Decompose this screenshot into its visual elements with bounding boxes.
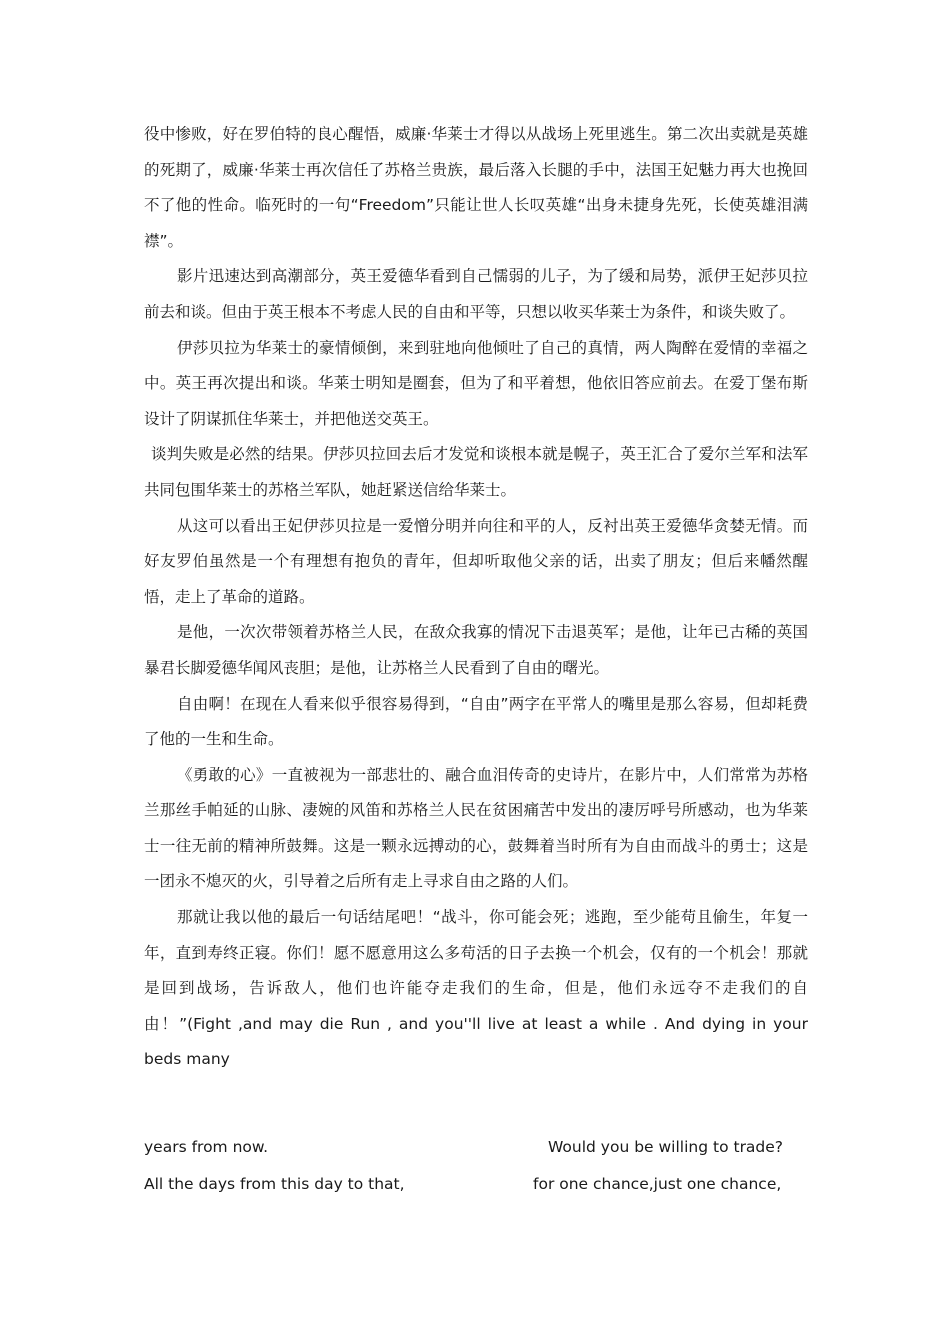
paragraph-7: 自由啊！在现在人看来似乎很容易得到，“自由”两字在平常人的嘴里是那么容易，但却耗费了他的一生和生命。 [144, 694, 808, 749]
paragraph-1: 役中惨败，好在罗伯特的良心醒悟，威廉·华莱士才得以从战场上死里逃生。第二次出卖就是英雄的死期了，威廉·华莱士再次信任了苏格兰贵族，最后落入长腿的手中，法国王妃魅力再大也挽回不了他的性命。临死时的一句“Freedom”只能让世人长叹英雄“出身未捷身先死，长使英雄泪满襟”。 [144, 125, 808, 250]
tail-line-2-left: All the days from this day to that, [144, 1175, 405, 1193]
tail-line-1-left: years from now. [144, 1138, 269, 1156]
paragraph-8: 《勇敢的心》一直被视为一部悲壮的、融合血泪传奇的史诗片，在影片中，人们常常为苏格兰那丝手帕延的山脉、凄婉的风笛和苏格兰人民在贫困痛苦中发出的凄厉呼号所感动，也为华莱士一往无前的精神所鼓舞。这是一颗永远搏动的心，鼓舞着当时所有为自由而战斗的勇士；这是一团永不熄灭的火，引导着之后所有走上寻求自由之路的人们。 [144, 765, 808, 891]
tail-line-1-right: Would you be willing to trade? [548, 1138, 784, 1156]
paragraph-5: 从这可以看出王妃伊莎贝拉是一爱憎分明并向往和平的人，反衬出英王爱德华贪婪无情。而好友罗伯虽然是一个有理想有抱负的青年，但却听取他父亲的话，出卖了朋友；但后来幡然醒悟，走上了革命的道路。 [144, 516, 808, 606]
paragraph-9: 那就让我以他的最后一句话结尾吧！“战斗，你可能会死；逃跑，至少能苟且偷生，年复一年，直到寿终正寝。你们！愿不愿意用这么多苟活的日子去换一个机会，仅有的一个机会！那就是回到战场，告诉敌人，他们也许能夺走我们的生命，但是，他们永远夺不走我们的自由！”(Fight ,and may die Run , and you''ll live at least a while . And dying in your beds many [144, 908, 808, 1069]
paragraph-4: 谈判失败是必然的结果。伊莎贝拉回去后才发觉和谈根本就是幌子，英王汇合了爱尔兰军和法军共同包围华莱士的苏格兰军队，她赶紧送信给华莱士。 [144, 445, 808, 499]
body-text [144, 117, 808, 1078]
paragraph-6: 是他，一次次带领着苏格兰人民，在敌众我寡的情况下击退英军；是他，让年已古稀的英国暴君长脚爱德华闻风丧胆；是他，让苏格兰人民看到了自由的曙光。 [144, 623, 808, 677]
tail-line-2-right: for one chance,just one chance, [533, 1175, 782, 1193]
paragraph-2: 影片迅速达到高潮部分，英王爱德华看到自己懦弱的儿子，为了缓和局势，派伊王妃莎贝拉前去和谈。但由于英王根本不考虑人民的自由和平等，只想以收买华莱士为条件，和谈失败了。 [144, 267, 808, 321]
paragraph-3: 伊莎贝拉为华莱士的豪情倾倒，来到驻地向他倾吐了自己的真情，两人陶醉在爱情的幸福之中。英王再次提出和谈。华莱士明知是圈套，但为了和平着想，他依旧答应前去。在爱丁堡布斯设计了阴谋抓住华莱士，并把他送交英王。 [144, 338, 808, 428]
